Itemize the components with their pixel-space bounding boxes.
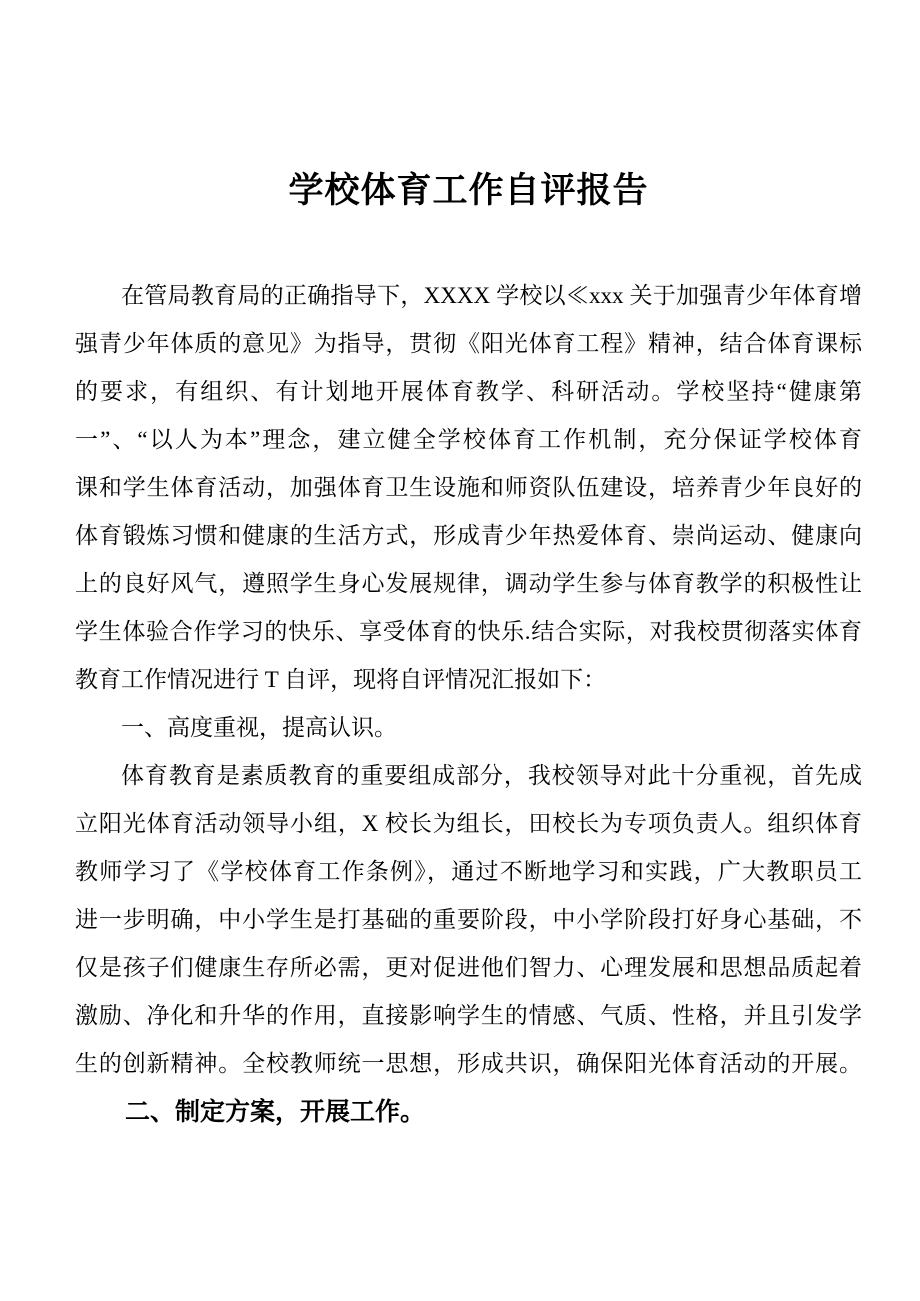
- text-line: 激励、净化和升华的作用，直接影响学生的情感、气质、性格，并且引发学: [75, 1003, 862, 1028]
- text-line: 一、高度重视，提高认识。: [121, 715, 397, 740]
- text-line: 课和学生体育活动，加强体育卫生设施和师资队伍建设，培养青少年良好的: [75, 475, 862, 500]
- section-1-paragraph: [75, 752, 862, 1088]
- text-line: 体育锻炼习惯和健康的生活方式，形成青少年热爱体育、崇尚运动、健康向: [75, 523, 862, 548]
- text-line: 学生体验合作学习的快乐、享受体育的快乐.结合实际，对我校贯彻落实体育: [75, 619, 862, 644]
- text-line: 生的创新精神。全校教师统一思想，形成共识，确保阳光体育活动的开展。: [75, 1051, 862, 1076]
- text-line: 仅是孩子们健康生存所必需，更对促进他们智力、心理发展和思想品质起着: [75, 955, 862, 980]
- text-line: 进一步明确，中小学生是打基础的重要阶段，中小学阶段打好身心基础，不: [75, 907, 862, 932]
- text-line: 上的良好风气，遵照学生身心发展规律，调动学生参与体育教学的积极性让: [75, 571, 862, 596]
- text-line: 二、制定方案，开展工作。: [125, 1098, 426, 1126]
- text-line: 立阳光体育活动领导小组，X 校长为组长，田校长为专项负责人。组织体育: [75, 811, 862, 836]
- section-1-heading: [75, 704, 862, 752]
- text-line: 强青少年体质的意见》为指导，贯彻《阳光体育工程》精神，结合体育课标: [75, 331, 862, 356]
- text-line: 教育工作情况进行 T 自评，现将自评情况汇报如下：: [75, 667, 607, 692]
- text-line: 教师学习了《学校体育工作条例》，通过不断地学习和实践，广大教职员工: [75, 859, 862, 884]
- text-line: 的要求，有组织、有计划地开展体育教学、科研活动。学校坚持“健康第: [75, 379, 862, 404]
- text-line: 一”、“以人为本”理念，建立健全学校体育工作机制，充分保证学校体育: [75, 427, 862, 452]
- text-line: 体育教育是素质教育的重要组成部分，我校领导对此十分重视，首先成: [121, 763, 862, 788]
- document-title: 学校体育工作自评报告: [288, 171, 649, 210]
- intro-paragraph: [75, 272, 862, 704]
- document-body: [75, 272, 862, 1136]
- text-line: 在管局教育局的正确指导下，XXXX 学校以≪xxx 关于加强青少年体育增: [121, 283, 862, 308]
- section-2-heading: [75, 1088, 862, 1136]
